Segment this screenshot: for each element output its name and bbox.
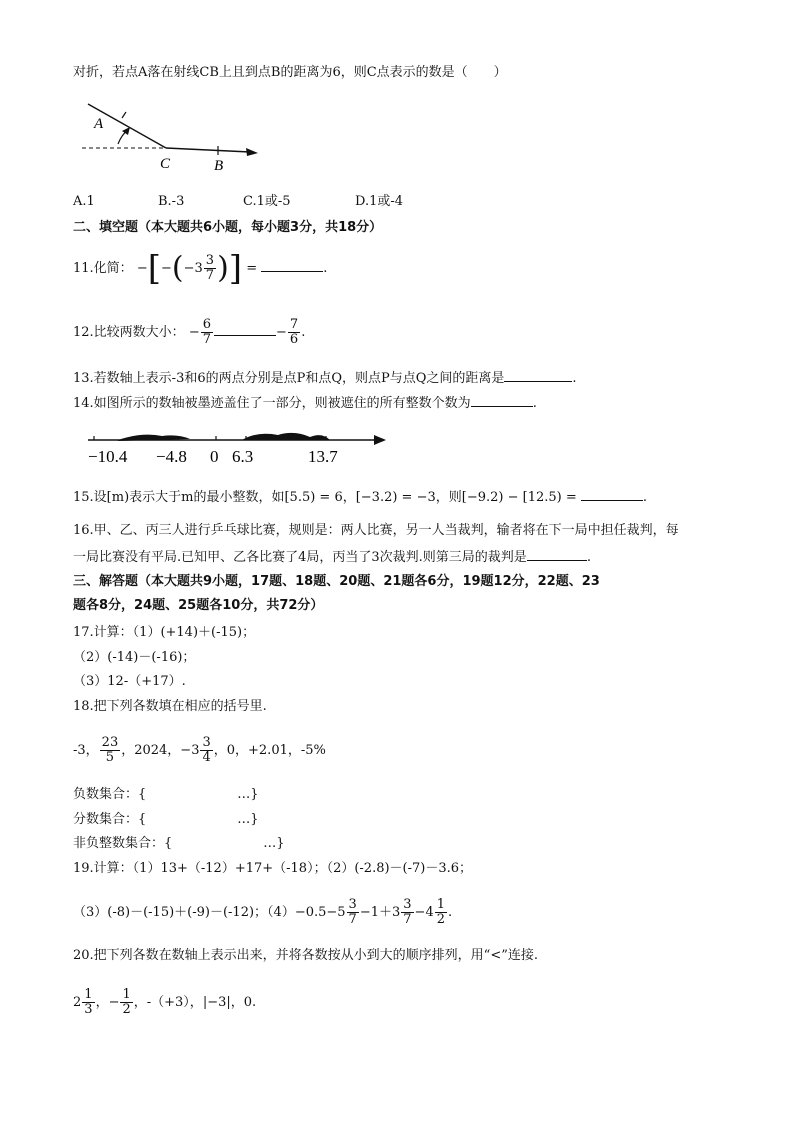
q14-text: 14.如图所示的数轴被墨迹盖住了一部分，则被遮住的所有整数个数为 bbox=[73, 396, 471, 411]
q20-abs: |−3| bbox=[202, 995, 231, 1010]
q20-fraction-1-2: $\frac{1}{2}$ bbox=[122, 987, 131, 1017]
q10-stem: 对折，若点A落在射线CB上且到点B的距离为6，则C点表示的数是（ ） bbox=[73, 65, 507, 80]
q20-s2: ，-（+3）， bbox=[133, 995, 203, 1010]
q10-options bbox=[73, 193, 403, 211]
q14-numberline bbox=[82, 420, 392, 468]
q18-fraction-set[interactable]: 分数集合：{ …} bbox=[73, 812, 259, 827]
q20-numbers bbox=[73, 988, 256, 1017]
tick-a bbox=[122, 112, 126, 118]
bracket-close: ] bbox=[228, 248, 243, 289]
q11-neg: −3 bbox=[183, 261, 203, 276]
axis-arrowhead bbox=[374, 435, 386, 445]
q11-answer-blank[interactable] bbox=[261, 259, 323, 272]
section3-heading-line1: 三、解答题（本大题共9小题，17题、18题、20题、21题各6分，19题12分，22题、23 bbox=[73, 574, 600, 589]
tick-label-neg-10-4: −10.4 bbox=[88, 447, 128, 466]
q14: 14.如图所示的数轴被墨迹盖住了一部分，则被遮住的所有整数个数为 . bbox=[73, 396, 537, 411]
q20-s1: ，− bbox=[95, 995, 120, 1010]
q20-whole: 2 bbox=[73, 995, 82, 1010]
q13-answer-blank[interactable] bbox=[504, 369, 572, 382]
q10-figure bbox=[78, 98, 268, 174]
tick-label-6-3: 6.3 bbox=[232, 447, 254, 466]
q11: 11.化简： −[−(−3 $\frac{3}{7}$ )] = . bbox=[73, 248, 328, 289]
ray-cb bbox=[166, 148, 250, 152]
q12-fraction-a: $\frac{6}{7}$ bbox=[202, 317, 212, 347]
option-d[interactable]: D.1或-4 bbox=[355, 194, 404, 209]
q17-line2: （2）(-14)－(-16)； bbox=[73, 650, 196, 665]
q20-title: 20.把下列各数在数轴上表示出来，并将各数按从小到大的顺序排列，用“<”连接. bbox=[73, 948, 538, 963]
q11-prefix: 11.化简： bbox=[73, 261, 133, 276]
q12-prefix: 12.比较两数大小： bbox=[73, 325, 185, 340]
tick-label-neg-4-8: −4.8 bbox=[156, 447, 187, 466]
q19-l2a: （3）(-8)－(-15)＋(-9)－(-12)；（4）−0.5−5 bbox=[73, 905, 346, 920]
q12-minus-a: − bbox=[188, 325, 200, 340]
section3-heading-line2: 题各8分，24题、25题各10分，共72分） bbox=[73, 598, 324, 613]
option-b[interactable]: B.-3 bbox=[158, 194, 185, 209]
q12-end: . bbox=[301, 325, 306, 340]
label-a: A bbox=[94, 116, 104, 132]
q20-s3: ，0. bbox=[230, 995, 257, 1010]
q16-line2: 一局比赛没有平局.已知甲、乙各比赛了4局，丙当了3次裁判.则第三局的裁判是 . bbox=[73, 550, 591, 565]
q17-line3: （3）12-（+17）. bbox=[73, 674, 186, 689]
label-b: B bbox=[214, 158, 224, 174]
q19-fraction-1: $\frac{3}{7}$ bbox=[348, 897, 357, 927]
q18-negative-set[interactable]: 负数集合：{ …} bbox=[73, 787, 259, 802]
q14-answer-blank[interactable] bbox=[471, 394, 533, 407]
ink-blot-right bbox=[242, 433, 330, 440]
q13-text: 13.若数轴上表示-3和6的两点分别是点P和点Q，则点P与点Q之间的距离是 bbox=[73, 371, 505, 386]
option-a[interactable]: A.1 bbox=[73, 194, 95, 209]
q18-fraction-3-4: $\frac{3}{4}$ bbox=[202, 735, 211, 765]
tick-label-13-7: 13.7 bbox=[308, 447, 338, 466]
q11-minus-outer: − bbox=[136, 261, 148, 276]
q11-minus-inner: − bbox=[161, 261, 172, 276]
q16-answer-blank[interactable] bbox=[527, 548, 587, 561]
option-c[interactable]: C.1或-5 bbox=[243, 194, 291, 209]
q19-line2 bbox=[73, 898, 452, 927]
q15-text: 15.设[m)表示大于m的最小整数，如[5.5) = 6，[−3.2) = −3，则[−9.2) − [12.5) = bbox=[73, 490, 577, 505]
q19-fraction-2: $\frac{3}{7}$ bbox=[403, 897, 412, 927]
q12-fraction-b: $\frac{7}{6}$ bbox=[289, 317, 299, 347]
q12 bbox=[73, 318, 305, 347]
label-c: C bbox=[160, 156, 171, 172]
q20-fraction-1-3: $\frac{1}{3}$ bbox=[84, 987, 93, 1017]
q18-title: 18.把下列各数填在相应的括号里. bbox=[73, 699, 267, 714]
q18-nonneg-integer-set[interactable]: 非负整数集合：{ …} bbox=[73, 836, 285, 851]
q18-numbers bbox=[73, 736, 326, 765]
q13: 13.若数轴上表示-3和6的两点分别是点P和点Q，则点P与点Q之间的距离是 . bbox=[73, 371, 577, 386]
tick-label-zero: 0 bbox=[210, 447, 219, 466]
q16-line2-text: 一局比赛没有平局.已知甲、乙各比赛了4局，丙当了3次裁判.则第三局的裁判是 bbox=[73, 550, 527, 565]
q16-line1: 16.甲、乙、丙三人进行乒乓球比赛，规则是：两人比赛，另一人当裁判，输者将在下一局中担任裁判，每 bbox=[73, 523, 679, 538]
q18-n1: -3， bbox=[73, 743, 99, 758]
q18-n3: ，0，+2.01，-5% bbox=[213, 743, 326, 758]
q17-line1: 17.计算：（1）(+14)＋(-15)； bbox=[73, 625, 256, 640]
paren-open: ( bbox=[171, 250, 184, 286]
bracket-open: [ bbox=[147, 248, 161, 289]
ray-arrowhead bbox=[246, 148, 258, 156]
q12-minus-b: − bbox=[276, 325, 287, 340]
q12-answer-blank[interactable] bbox=[214, 323, 276, 336]
q18-n2: ，2024，−3 bbox=[121, 743, 200, 758]
q19-l2d: . bbox=[448, 905, 453, 920]
q11-fraction: $\frac{3}{7}$ bbox=[205, 253, 215, 283]
q15-answer-blank[interactable] bbox=[581, 488, 643, 501]
q19-l2c: −4 bbox=[414, 905, 434, 920]
section2-heading: 二、填空题（本大题共6小题，每小题3分，共18分） bbox=[73, 220, 383, 235]
q19-line1: 19.计算：（1）13+（-12）+17+（-18）；（2）(-2.8)－(-7)－3.6； bbox=[73, 861, 473, 876]
q11-eq: = bbox=[246, 261, 258, 276]
q19-l2b: −1＋3 bbox=[359, 905, 401, 920]
q19-fraction-3: $\frac{1}{2}$ bbox=[436, 897, 445, 927]
q15: 15.设[m)表示大于m的最小整数，如[5.5) = 6，[−3.2) = −3，则[−9.2) − [12.5) = . bbox=[73, 490, 648, 505]
q18-fraction-23-5: $\frac{23}{5}$ bbox=[101, 735, 119, 765]
paren-close: ) bbox=[217, 250, 229, 286]
